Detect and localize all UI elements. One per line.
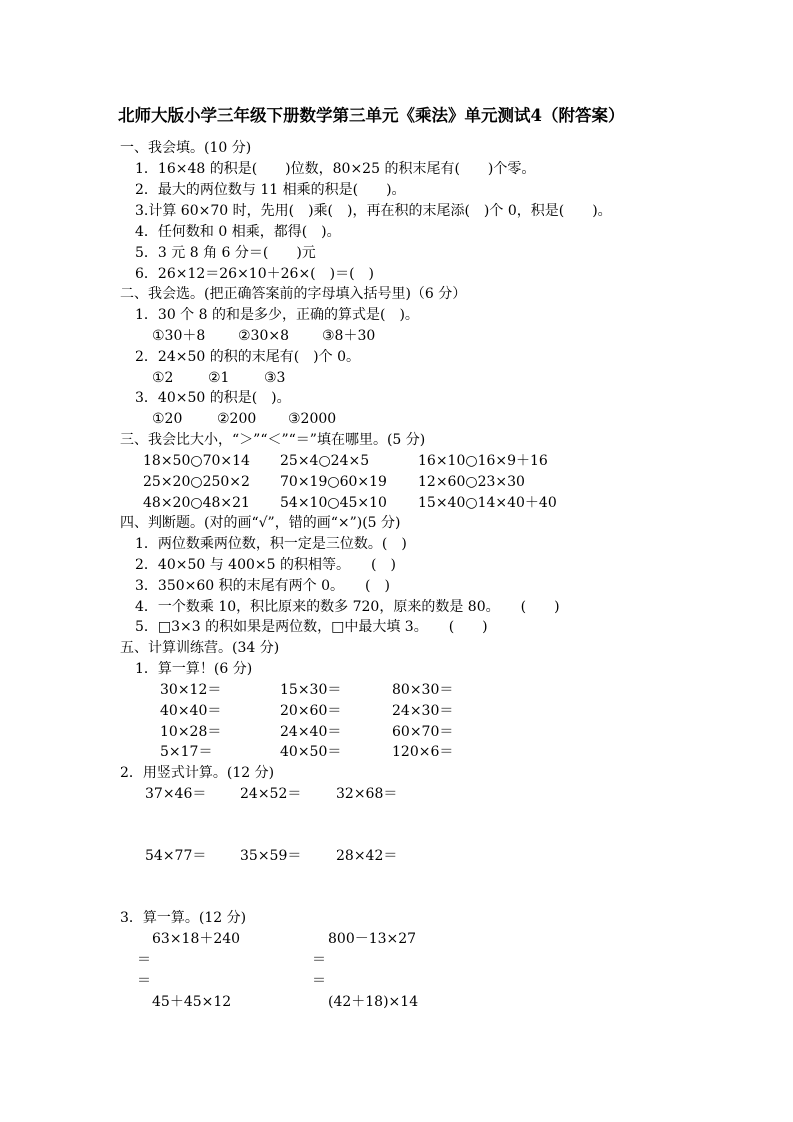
s5-p3-expression-a: 63×18＋240 (152, 931, 241, 947)
s5-p2-item: 54×77＝ (145, 848, 207, 864)
s1-question-1: 1．16×48 的积是( )位数，80×25 的积末尾有( )个零。 (135, 161, 536, 177)
s5-p3-expression-c: 45＋45×12 (152, 994, 232, 1010)
s5-p2-item: 24×52＝ (240, 786, 302, 802)
s5-p1-item: 40×40＝ (160, 703, 222, 719)
s2-q2-option-2: ②1 (208, 370, 230, 386)
s1-question-2: 2．最大的两位数与 11 相乘的积是( )。 (135, 182, 406, 198)
s5-p1-item: 10×28＝ (160, 724, 222, 740)
s2-q1-option-2: ②30×8 (238, 328, 290, 344)
s1-question-6: 6．26×12＝26×10＋26×( )＝( ) (135, 266, 375, 282)
s5-p2-item: 28×42＝ (336, 848, 398, 864)
s5-p1-item: 15×30＝ (280, 682, 342, 698)
section5-heading: 五、计算训练营。(34 分) (120, 640, 280, 656)
s5-p3-equals: ＝ (312, 952, 326, 968)
s2-q2-option-3: ③3 (264, 370, 286, 386)
s3-compare-item: 12×60○23×30 (418, 474, 525, 490)
section1-heading: 一、我会填。(10 分) (120, 140, 252, 156)
s5-p1-item: 30×12＝ (160, 682, 222, 698)
section3-heading: 三、我会比大小，“＞”“＜”“＝”填在哪里。(5 分) (120, 432, 426, 448)
s5-p2-item: 32×68＝ (336, 786, 398, 802)
s1-question-5: 5．3 元 8 角 6 分＝( )元 (135, 245, 316, 261)
s3-compare-item: 70×19○60×19 (280, 474, 387, 490)
s5-p3-expression-b: 800－13×27 (328, 931, 417, 947)
section4-heading: 四、判断题。(对的画“√”，错的画“×”)(5 分) (120, 515, 401, 531)
s4-question-4: 4．一个数乘 10，积比原来的数多 720，原来的数是 80。 ( ) (135, 599, 560, 615)
s2-q3-option-3: ③2000 (288, 411, 337, 427)
s5-part1-heading: 1．算一算！(6 分) (135, 661, 253, 677)
s1-question-4: 4．任何数和 0 相乘，都得( )。 (135, 224, 341, 240)
s4-question-2: 2．40×50 与 400×5 的积相等。 ( ) (135, 557, 396, 573)
s2-question-1: 1．30 个 8 的和是多少，正确的算式是( )。 (135, 307, 419, 323)
s5-p3-equals: ＝ (137, 952, 151, 968)
s5-p1-item: 80×30＝ (392, 682, 454, 698)
s5-p3-equals: ＝ (137, 973, 151, 989)
s5-p2-item: 35×59＝ (240, 848, 302, 864)
s5-part2-heading: 2．用竖式计算。(12 分) (120, 765, 275, 781)
s3-compare-item: 48×20○48×21 (143, 495, 250, 511)
s2-q1-option-1: ①30＋8 (152, 328, 206, 344)
s1-question-3: 3.计算 60×70 时，先用( )乘( )，再在积的末尾添( )个 0，积是( )。 (135, 203, 612, 219)
s3-compare-item: 15×40○14×40＋40 (418, 495, 557, 511)
s3-compare-item: 54×10○45×10 (280, 495, 387, 511)
s2-q2-option-1: ①2 (152, 370, 174, 386)
s5-p1-item: 20×60＝ (280, 703, 342, 719)
s4-question-3: 3．350×60 积的末尾有两个 0。 ( ) (135, 578, 390, 594)
s5-p1-item: 24×40＝ (280, 724, 342, 740)
s5-p1-item: 120×6＝ (392, 744, 454, 760)
s5-p3-expression-d: (42＋18)×14 (328, 994, 419, 1010)
s4-question-1: 1．两位数乘两位数，积一定是三位数。( ) (135, 536, 407, 552)
s2-q3-option-2: ②200 (217, 411, 257, 427)
s2-question-2: 2．24×50 的积的末尾有( )个 0。 (135, 349, 360, 365)
s3-compare-item: 18×50○70×14 (143, 453, 250, 469)
s3-compare-item: 16×10○16×9＋16 (418, 453, 548, 469)
s5-p1-item: 24×30＝ (392, 703, 454, 719)
s5-p1-item: 40×50＝ (280, 744, 342, 760)
s2-q3-option-1: ①20 (152, 411, 183, 427)
page-title: 北师大版小学三年级下册数学第三单元《乘法》单元测试4（附答案） (118, 106, 625, 125)
s4-question-5: 5．□3×3 的积如果是两位数，□中最大填 3。 ( ) (135, 619, 488, 635)
s5-p1-item: 60×70＝ (392, 724, 454, 740)
s2-q1-option-3: ③8＋30 (322, 328, 376, 344)
s3-compare-item: 25×20○250×2 (143, 474, 250, 490)
s5-p3-equals: ＝ (312, 973, 326, 989)
s5-p1-item: 5×17＝ (160, 744, 213, 760)
s5-p2-item: 37×46＝ (145, 786, 207, 802)
s5-part3-heading: 3．算一算。(12 分) (120, 910, 247, 926)
section2-heading: 二、我会选。(把正确答案前的字母填入括号里)（6 分） (120, 286, 467, 302)
s3-compare-item: 25×4○24×5 (280, 453, 370, 469)
s2-question-3: 3．40×50 的积是( )。 (135, 390, 291, 406)
